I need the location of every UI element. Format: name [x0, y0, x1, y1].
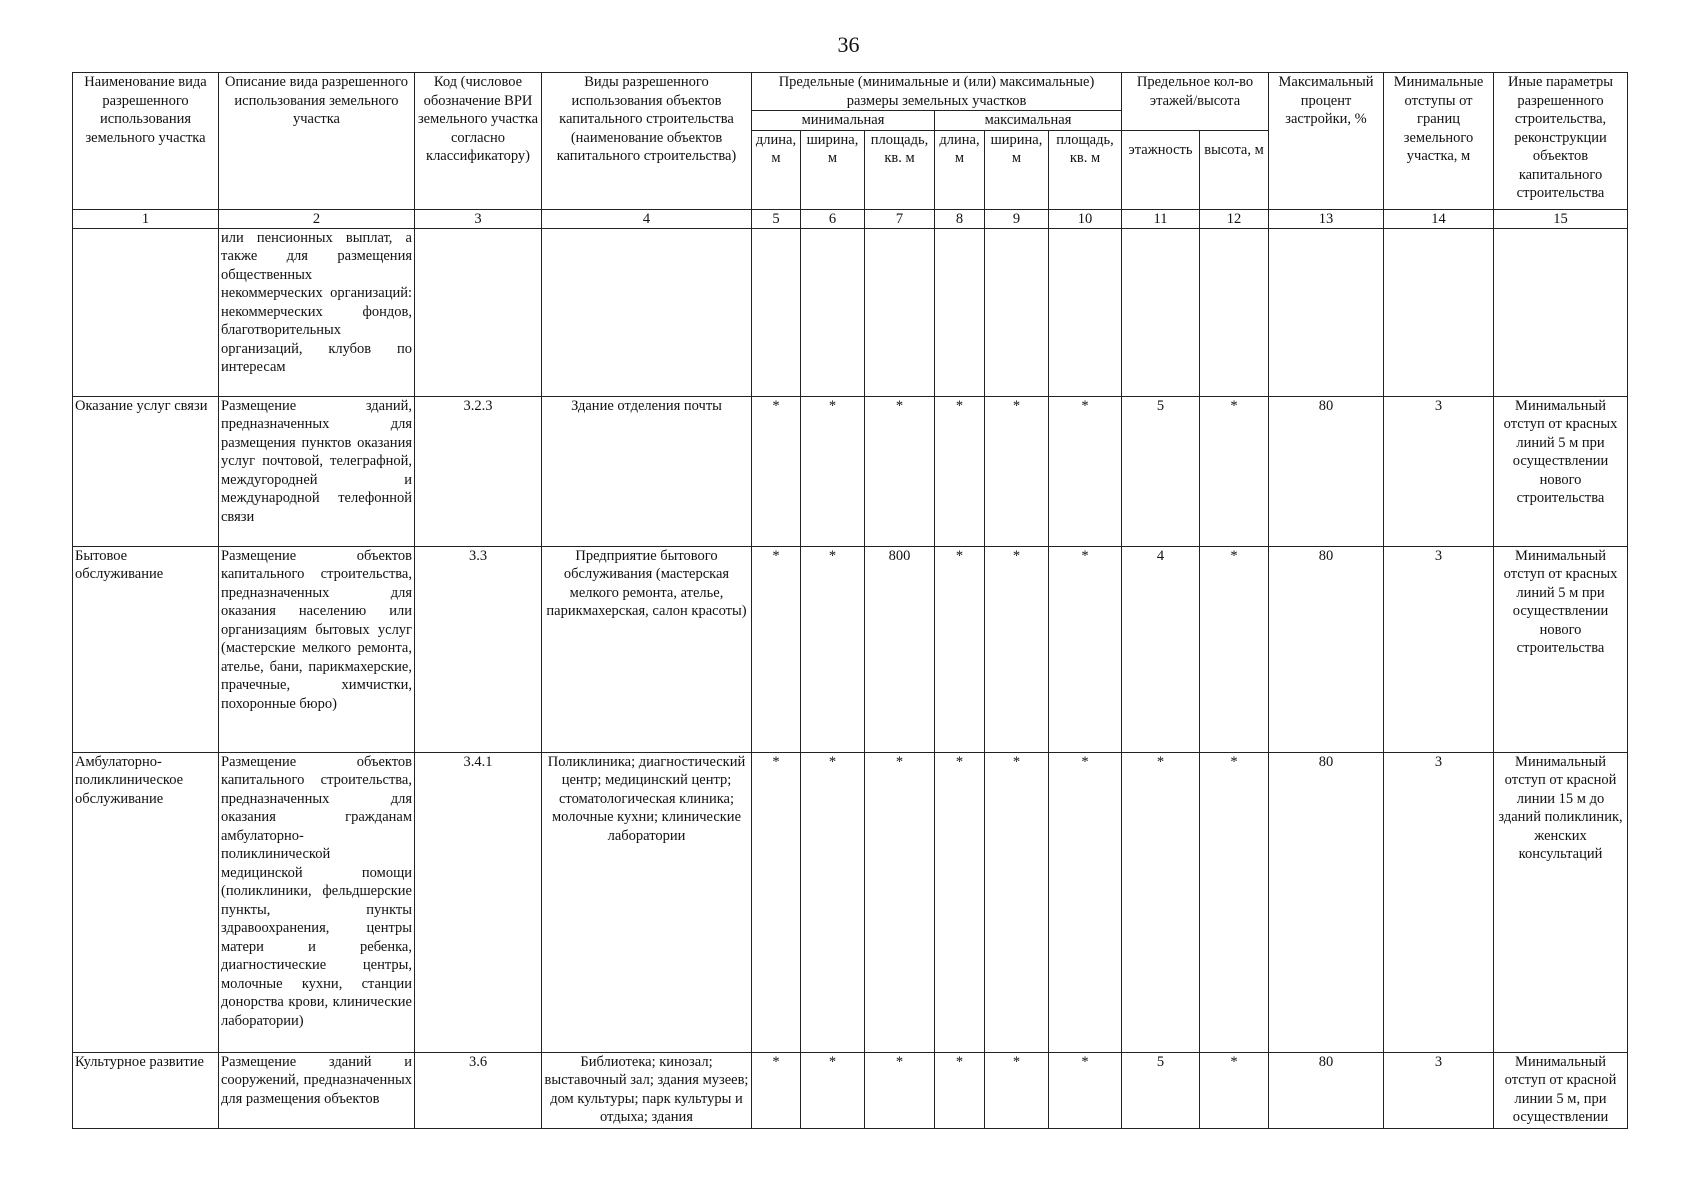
cell-min-width: * — [801, 752, 865, 1052]
cell-setback: 3 — [1384, 546, 1494, 752]
cell-min-length: * — [752, 752, 801, 1052]
column-number: 9 — [985, 209, 1049, 228]
table-row-communications — [73, 396, 1628, 546]
cell-floors: 5 — [1122, 1052, 1200, 1128]
cell-other: Минимальный отступ от красной линии 15 м до зданий поликлиник, женских консультаций — [1494, 752, 1628, 1052]
cell-max-area — [1049, 228, 1122, 396]
column-number: 7 — [865, 209, 935, 228]
cell-setback: 3 — [1384, 396, 1494, 546]
column-number: 2 — [219, 209, 415, 228]
cell-max-width: * — [985, 396, 1049, 546]
header-plot-size: Предельные (минимальные и (или) максимальные) размеры земельных участков — [752, 73, 1122, 111]
column-number-row — [73, 209, 1628, 228]
column-number: 3 — [415, 209, 542, 228]
cell-floors: 5 — [1122, 396, 1200, 546]
cell-description: Размещение объектов капитального строительства, предназначенных для оказания гражданам амбулаторно-поликлинической медицинской помощи (поликлиники, фельдшерские пункты, пункты здравоохранения, центры матери и ребенка, диагностические центры, молочные кухни, станции донорства крови, клинические лаборатории) — [219, 752, 415, 1052]
column-number: 1 — [73, 209, 219, 228]
cell-objects — [542, 228, 752, 396]
cell-max-area: * — [1049, 546, 1122, 752]
header-maximum: максимальная — [935, 111, 1122, 131]
cell-min-area: 800 — [865, 546, 935, 752]
header-objects: Виды разрешенного использования объектов капитального строительства (наименование объектов капитального строительства) — [542, 73, 752, 210]
cell-other — [1494, 228, 1628, 396]
cell-max-length — [935, 228, 985, 396]
cell-min-area: * — [865, 396, 935, 546]
column-number: 13 — [1269, 209, 1384, 228]
cell-max-width — [985, 228, 1049, 396]
table-row-continuation — [73, 228, 1628, 396]
cell-min-length — [752, 228, 801, 396]
column-number: 6 — [801, 209, 865, 228]
header-name: Наименование вида разрешенного использования земельного участка — [73, 73, 219, 210]
cell-other: Минимальный отступ от красных линий 5 м при осуществлении нового строительства — [1494, 546, 1628, 752]
cell-max-length: * — [935, 1052, 985, 1128]
cell-height: * — [1200, 396, 1269, 546]
header-min-length: длина, м — [752, 130, 801, 209]
cell-other: Минимальный отступ от красных линий 5 м при осуществлении нового строительства — [1494, 396, 1628, 546]
cell-name: Амбулаторно-поликлиническое обслуживание — [73, 752, 219, 1052]
cell-name — [73, 228, 219, 396]
header-height: высота, м — [1200, 130, 1269, 209]
cell-min-length: * — [752, 396, 801, 546]
cell-code: 3.2.3 — [415, 396, 542, 546]
cell-max-area: * — [1049, 396, 1122, 546]
cell-min-width: * — [801, 1052, 865, 1128]
cell-min-length: * — [752, 1052, 801, 1128]
cell-code: 3.4.1 — [415, 752, 542, 1052]
header-other: Иные параметры разрешенного строительства, реконструкции объектов капитального строительства — [1494, 73, 1628, 210]
cell-max-area: * — [1049, 1052, 1122, 1128]
cell-floors: 4 — [1122, 546, 1200, 752]
cell-name: Оказание услуг связи — [73, 396, 219, 546]
cell-objects: Здание отделения почты — [542, 396, 752, 546]
land-use-table — [72, 72, 1628, 1129]
cell-height: * — [1200, 546, 1269, 752]
cell-floors: * — [1122, 752, 1200, 1052]
column-number: 12 — [1200, 209, 1269, 228]
column-number: 14 — [1384, 209, 1494, 228]
cell-min-area — [865, 228, 935, 396]
cell-max-width: * — [985, 752, 1049, 1052]
cell-objects: Библиотека; кинозал; выставочный зал; здания музеев; дом культуры; парк культуры и отдыха; здания — [542, 1052, 752, 1128]
header-description: Описание вида разрешенного использования земельного участка — [219, 73, 415, 210]
cell-coverage: 80 — [1269, 752, 1384, 1052]
header-setback: Минимальные отступы от границ земельного участка, м — [1384, 73, 1494, 210]
cell-height: * — [1200, 1052, 1269, 1128]
cell-height: * — [1200, 752, 1269, 1052]
cell-code: 3.6 — [415, 1052, 542, 1128]
cell-min-width: * — [801, 546, 865, 752]
cell-description: Размещение объектов капитального строительства, предназначенных для оказания населению или организациям бытовых услуг (мастерские мелкого ремонта, ателье, бани, парикмахерские, прачечные, химчистки, похоронные бюро) — [219, 546, 415, 752]
cell-coverage: 80 — [1269, 396, 1384, 546]
cell-code — [415, 228, 542, 396]
table-row-cultural-development — [73, 1052, 1628, 1128]
column-number: 15 — [1494, 209, 1628, 228]
header-floors: этажность — [1122, 130, 1200, 209]
column-number: 10 — [1049, 209, 1122, 228]
cell-height — [1200, 228, 1269, 396]
cell-setback: 3 — [1384, 1052, 1494, 1128]
header-max-length: длина, м — [935, 130, 985, 209]
cell-code: 3.3 — [415, 546, 542, 752]
cell-setback: 3 — [1384, 752, 1494, 1052]
table-row-household-services — [73, 546, 1628, 752]
table-header — [73, 73, 1628, 229]
cell-max-area: * — [1049, 752, 1122, 1052]
cell-name: Бытовое обслуживание — [73, 546, 219, 752]
header-min-area: площадь, кв. м — [865, 130, 935, 209]
table-row-outpatient-care — [73, 752, 1628, 1052]
cell-max-length: * — [935, 396, 985, 546]
header-code: Код (числовое обозначение ВРИ земельного участка согласно классификатору) — [415, 73, 542, 210]
cell-max-length: * — [935, 546, 985, 752]
cell-description: или пенсионных выплат, а также для размещения общественных некоммерческих организаций: некоммерческих фондов, благотворительных организаций, клубов по интересам — [219, 228, 415, 396]
cell-name: Культурное развитие — [73, 1052, 219, 1128]
cell-min-length: * — [752, 546, 801, 752]
cell-min-width: * — [801, 396, 865, 546]
cell-description: Размещение зданий и сооружений, предназначенных для размещения объектов — [219, 1052, 415, 1128]
header-floors-height: Предельное кол-во этажей/высота — [1122, 73, 1269, 131]
column-number: 5 — [752, 209, 801, 228]
cell-other: Минимальный отступ от красной линии 5 м, при осуществлении — [1494, 1052, 1628, 1128]
cell-description: Размещение зданий, предназначенных для размещения пунктов оказания услуг почтовой, телеграфной, междугородней и международной телефонной связи — [219, 396, 415, 546]
header-minimum: минимальная — [752, 111, 935, 131]
column-number: 11 — [1122, 209, 1200, 228]
cell-max-width: * — [985, 546, 1049, 752]
cell-coverage — [1269, 228, 1384, 396]
cell-coverage: 80 — [1269, 546, 1384, 752]
header-max-area: площадь, кв. м — [1049, 130, 1122, 209]
header-max-width: ширина, м — [985, 130, 1049, 209]
cell-min-area: * — [865, 1052, 935, 1128]
cell-floors — [1122, 228, 1200, 396]
cell-setback — [1384, 228, 1494, 396]
cell-max-width: * — [985, 1052, 1049, 1128]
cell-objects: Предприятие бытового обслуживания (мастерская мелкого ремонта, ателье, парикмахерская, салон красоты) — [542, 546, 752, 752]
cell-objects: Поликлиника; диагностический центр; медицинский центр; стоматологическая клиника; молочные кухни; клинические лаборатории — [542, 752, 752, 1052]
header-min-width: ширина, м — [801, 130, 865, 209]
cell-min-width — [801, 228, 865, 396]
page-number: 36 — [837, 32, 860, 57]
column-number: 8 — [935, 209, 985, 228]
header-coverage: Максимальный процент застройки, % — [1269, 73, 1384, 210]
column-number: 4 — [542, 209, 752, 228]
cell-min-area: * — [865, 752, 935, 1052]
cell-coverage: 80 — [1269, 1052, 1384, 1128]
cell-max-length: * — [935, 752, 985, 1052]
